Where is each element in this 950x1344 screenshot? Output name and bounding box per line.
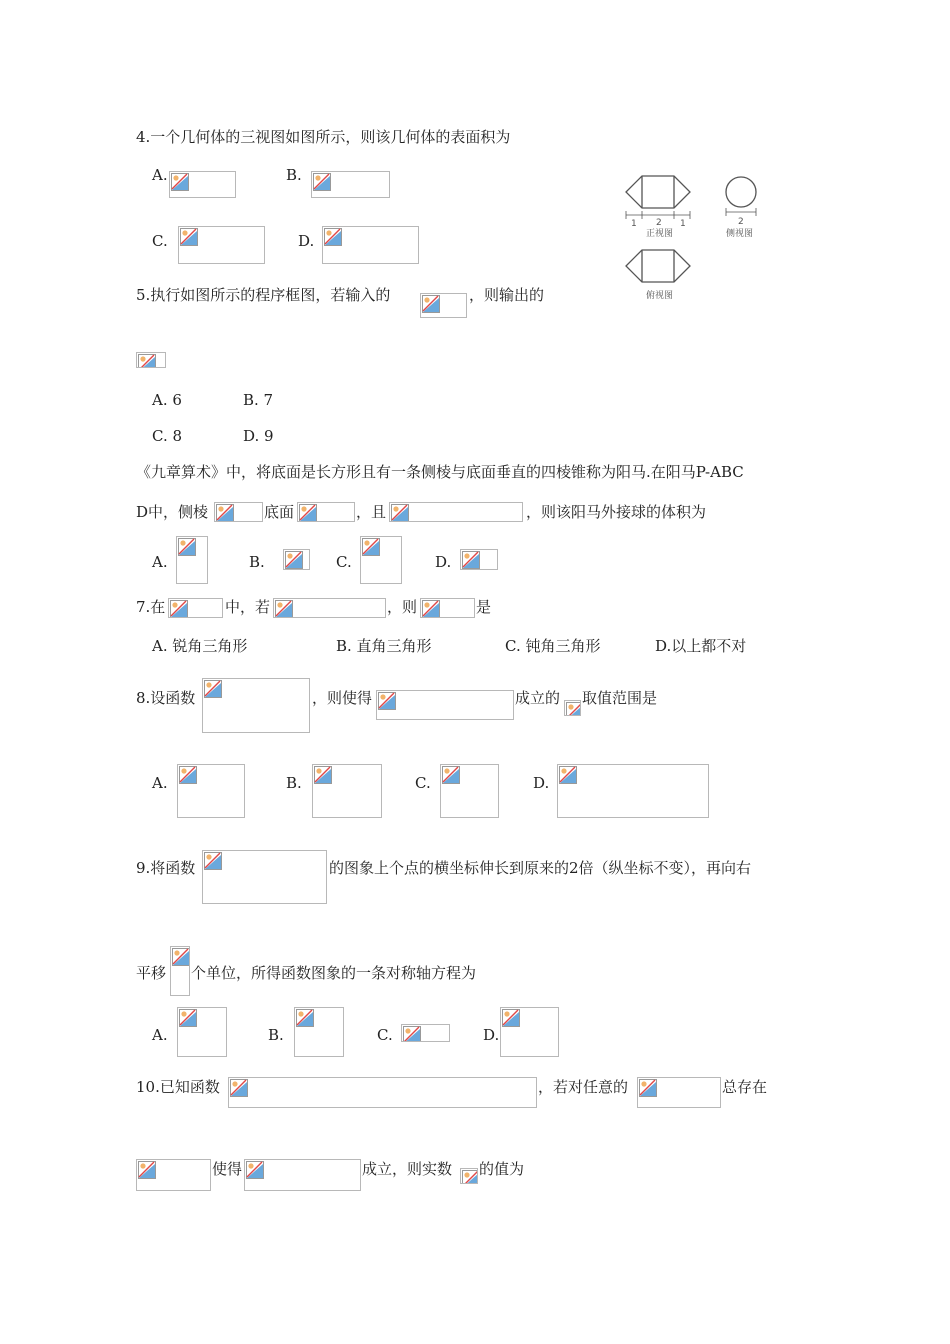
dim-left: 1: [631, 219, 637, 229]
q6-stem-line2-part3: ，且: [356, 503, 387, 521]
q7-stem-part2: 中，若: [225, 598, 271, 616]
three-view-drawing: [618, 170, 768, 310]
q4-option-c-label: C.: [152, 232, 168, 250]
q8-option-a-label: A.: [152, 774, 168, 792]
q9-stem-part2: 的图象上个点的横坐标伸长到原来的2倍（纵坐标不变），再向右: [329, 859, 752, 877]
q9-function-image: [202, 850, 327, 904]
q9-option-a-image: [177, 1007, 227, 1057]
dim-side: 2: [738, 217, 744, 227]
q9-stem-part1: 9.将函数: [136, 859, 196, 877]
q8-option-c-label: C.: [415, 774, 431, 792]
q6-formula-image-2: [297, 502, 355, 522]
q6-stem-line2-part4: ，则该阳马外接球的体积为: [526, 503, 707, 521]
q7-option-b: B. 直角三角形: [336, 637, 432, 655]
q7-formula-image-3: [420, 598, 475, 618]
q4-option-c-image: [178, 226, 265, 264]
q10-stem-part5: 成立，则实数: [362, 1160, 453, 1178]
q6-stem-line1: 《九章算术》中，将底面是长方形且有一条侧棱与底面垂直的四棱锥称为阳马.在阳马P-ABC: [136, 463, 744, 481]
q4-option-a-image: [169, 171, 236, 198]
q4-option-b-label: B.: [286, 166, 302, 184]
q4-option-d-label: D.: [298, 232, 315, 250]
q6-formula-image-1: [214, 502, 263, 522]
label-side-view: 侧视图: [726, 229, 754, 239]
three-view-figure: [618, 170, 768, 310]
label-top-view: 俯视图: [646, 291, 674, 301]
q5-input-formula-image: [420, 293, 467, 318]
q6-stem-line2-part2: 底面: [264, 503, 295, 521]
q9-option-b-label: B.: [268, 1026, 284, 1044]
q7-option-d: D.以上都不对: [655, 637, 747, 655]
q8-stem-part2: ，则使得: [312, 689, 373, 707]
q4-option-d-image: [322, 226, 419, 264]
q8-stem-part4: 取值范围是: [582, 689, 658, 707]
q4-option-b-image: [311, 171, 390, 198]
q6-stem-line2-part1: D中，侧棱: [136, 503, 209, 521]
q8-stem-part3: 成立的: [515, 689, 561, 707]
q10-variable-image: [460, 1168, 478, 1184]
q10-stem-part3: 总存在: [722, 1078, 768, 1096]
q10-function-image: [228, 1077, 537, 1108]
q4-option-a-label: A.: [152, 166, 168, 184]
q7-option-a: A. 锐角三角形: [152, 637, 248, 655]
q9-stem-part3: 平移: [136, 964, 167, 982]
q10-condition-image: [244, 1159, 361, 1191]
q8-stem-part1: 8.设函数: [136, 689, 196, 707]
q8-function-image: [202, 678, 310, 733]
q9-option-d-label: D.: [483, 1026, 500, 1044]
q8-option-d-label: D.: [533, 774, 550, 792]
q8-option-d-image: [557, 764, 709, 818]
q8-option-b-label: B.: [286, 774, 302, 792]
q5-option-c: C. 8: [152, 427, 183, 445]
q9-option-d-image: [500, 1007, 559, 1057]
q6-option-c-image: [360, 536, 402, 584]
dim-front: 2: [656, 218, 662, 228]
q6-option-a-image: [176, 536, 208, 584]
side-view-circle: [726, 177, 756, 207]
q7-formula-image-1: [168, 598, 223, 618]
q5-stem-part1: 5.执行如图所示的程序框图，若输入的: [136, 286, 391, 304]
q9-option-c-image: [401, 1024, 450, 1042]
q4-stem: 4.一个几何体的三视图如图所示，则该几何体的表面积为: [136, 128, 511, 146]
q7-option-c: C. 钝角三角形: [505, 637, 601, 655]
q10-domain-image: [637, 1077, 721, 1108]
q8-option-b-image: [312, 764, 382, 818]
q7-stem-part4: 是: [476, 598, 492, 616]
q5-option-a: A. 6: [152, 391, 182, 409]
q5-option-b: B. 7: [243, 391, 274, 409]
q8-inequality-image: [376, 690, 514, 720]
q7-formula-image-2: [273, 598, 386, 618]
q5-stem-part2: ，则输出的: [469, 286, 545, 304]
q7-stem-part3: ，则: [387, 598, 418, 616]
q9-option-c-label: C.: [377, 1026, 393, 1044]
q9-stem-part4: 个单位，所得函数图象的一条对称轴方程为: [191, 964, 477, 982]
front-view-shape: [626, 176, 690, 208]
q6-option-a-label: A.: [152, 553, 168, 571]
q6-option-d-image: [460, 549, 498, 570]
q6-option-d-label: D.: [435, 553, 452, 571]
q6-option-c-label: C.: [336, 553, 352, 571]
q6-option-b-label: B.: [249, 553, 265, 571]
q10-stem-part6: 的值为: [479, 1160, 525, 1178]
label-front-view: 正视图: [646, 229, 674, 239]
q5-output-formula-image: [136, 352, 166, 368]
q10-exists-image: [136, 1159, 211, 1191]
q6-formula-image-3: [389, 502, 523, 522]
q9-shift-image: [170, 946, 190, 996]
q10-stem-part2: ，若对任意的: [538, 1078, 629, 1096]
q9-option-b-image: [294, 1007, 344, 1057]
q10-stem-part1: 10.已知函数: [136, 1078, 220, 1096]
q8-variable-image: [564, 700, 581, 716]
q8-option-c-image: [440, 764, 499, 818]
dim-right: 1: [680, 219, 686, 229]
q7-stem-part1: 7.在: [136, 598, 166, 616]
top-view-shape: [626, 250, 690, 282]
q10-stem-part4: 使得: [212, 1160, 243, 1178]
q9-option-a-label: A.: [152, 1026, 168, 1044]
q5-option-d: D. 9: [243, 427, 274, 445]
q8-option-a-image: [177, 764, 245, 818]
q6-option-b-image: [283, 549, 310, 570]
